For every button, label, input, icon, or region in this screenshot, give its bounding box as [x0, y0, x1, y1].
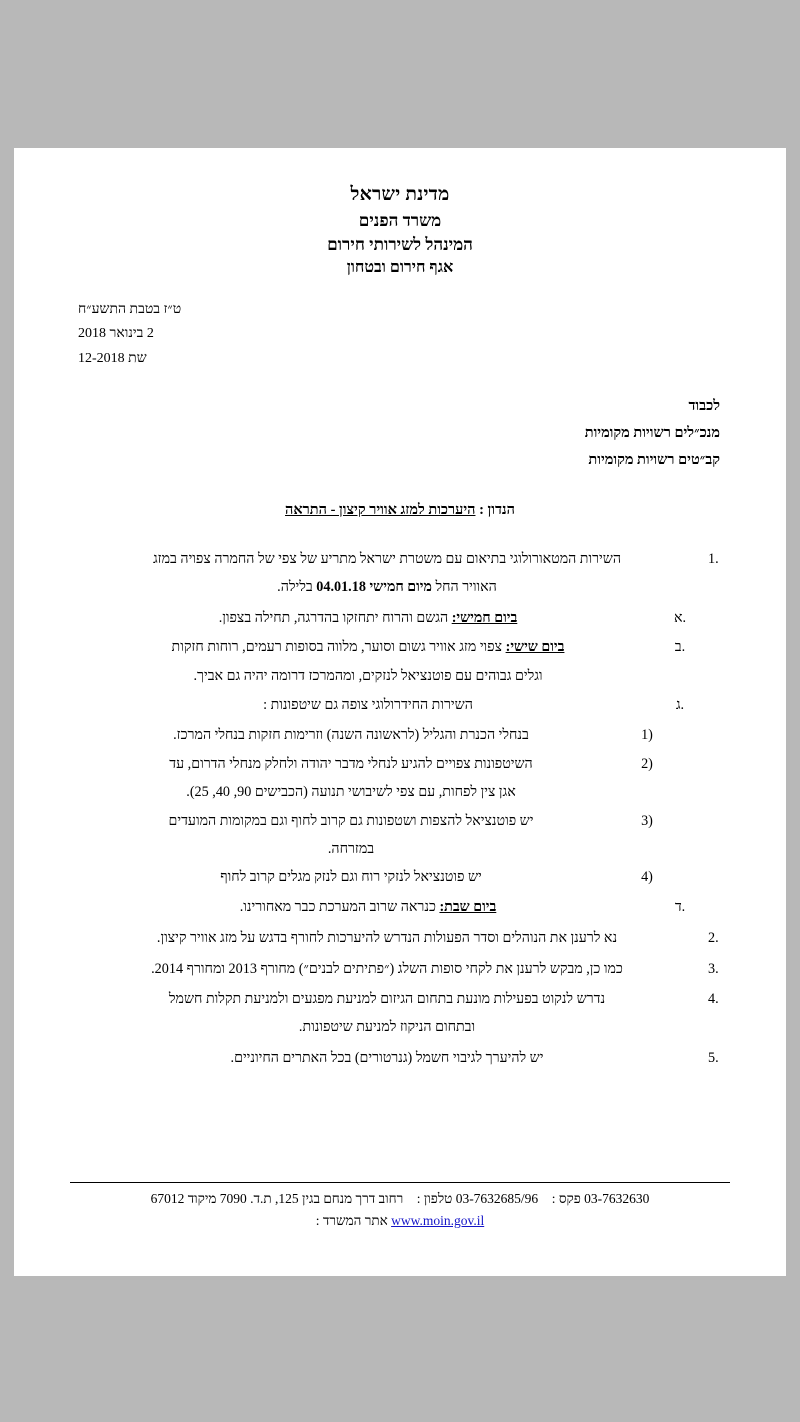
item-text-line-1: השיטפונות צפויים להגיע לנחלי מדבר יהודה ולחלק מנחלי הדרום, עד	[169, 755, 533, 772]
list-item	[70, 893, 690, 921]
item-marker: .ב	[674, 639, 686, 656]
page-footer	[70, 1182, 730, 1232]
item-marker: (2	[641, 755, 653, 772]
item-text-pre: האוויר החל	[431, 579, 497, 596]
footer-fax-label: פקס :	[551, 1190, 581, 1206]
document-body	[70, 545, 730, 1072]
item-content: נא לרענן את הנוהלים וסדר הפעולות הנדרש להיערכות לחורף בדגש על מזג אוויר קיצון.	[156, 930, 618, 947]
hebrew-date: ט״ז בטבת התשע״ח	[78, 301, 182, 317]
list-item	[70, 955, 730, 983]
list-item	[70, 807, 658, 864]
gregorian-date: 2 בינואר 2018	[78, 326, 154, 342]
date-block	[70, 298, 730, 372]
reference-number: שת 12-2018	[78, 350, 147, 366]
item-text-line-2: ובתחום הניקוז למניעת שיטפונות.	[298, 1019, 476, 1036]
list-item	[70, 721, 658, 749]
ministry-website-link[interactable]: www.moin.gov.il	[391, 1213, 485, 1229]
item-content	[70, 545, 704, 922]
recipient-line-2: קב״טים רשויות מקומיות	[588, 452, 720, 469]
item-text: צפוי מזג אוויר גשום וסוער, מלווה בסופות רעמים, רוחות חזקות	[171, 639, 506, 656]
list-item	[70, 1044, 730, 1072]
letterhead-line-3: המינהל לשירותי חירום	[327, 235, 473, 255]
item-text-line-2	[70, 573, 704, 601]
recipients-block	[70, 393, 730, 473]
item-marker: .2	[708, 930, 719, 947]
item-text: כנראה שרוב המערכת כבר מאחורינו.	[239, 898, 440, 915]
item-content	[70, 604, 666, 632]
footer-phone: 03-7632685/96	[455, 1190, 539, 1206]
item-content	[70, 985, 704, 1042]
item-content: יש להיערך לגיבוי חשמל (גנרטורים) בכל האתרים החיוניים.	[230, 1049, 544, 1066]
item-marker: .ג	[675, 696, 685, 713]
item-text-line-2: במזרחה.	[327, 840, 375, 857]
subject-line	[70, 502, 730, 519]
item-text: השירות החידרולוגי צופה גם שיטפונות :	[263, 696, 473, 713]
footer-site-label: אתר המשרד :	[315, 1213, 388, 1229]
item-label: ביום חמישי:	[451, 609, 518, 626]
subject-prefix: הנדון :	[479, 501, 515, 518]
item-text-line-2: אגן צין לפחות, עם צפי לשיבושי תנועה (הכבישים 90, 40, 25).	[186, 784, 516, 801]
letterhead-line-4: אגף חירום ובטחון	[346, 259, 454, 277]
list-item	[70, 633, 690, 690]
sub-list	[70, 604, 690, 921]
subject-text: היערכות למזג אוויר קיצון - התראה	[285, 501, 476, 518]
letterhead-line-1: מדינת ישראל	[350, 184, 450, 205]
item-marker: (3	[641, 812, 653, 829]
item-marker: .ד	[674, 898, 686, 915]
item-text-post: בלילה.	[277, 579, 317, 596]
item-content	[70, 633, 666, 690]
footer-address: רחוב דרך מנחם בגין 125, ת.ד. 7090 מיקוד 67012	[150, 1190, 404, 1206]
footer-fax: 03-7632630	[584, 1190, 650, 1206]
nested-list	[70, 721, 658, 891]
item-text-line-2: וגלים גבוהים עם פוטנציאל לנזקים, ומהמרכז דרומה יהיה גם אביך.	[193, 667, 543, 684]
item-content: יש פוטנציאל לנזקי רוח וגם לנזק מגלים קרוב לחוף	[220, 869, 482, 886]
list-item	[70, 863, 658, 891]
item-content	[70, 807, 632, 864]
list-item	[70, 985, 730, 1042]
item-content	[70, 893, 666, 921]
item-text-emphasis: מיום חמישי 04.01.18	[316, 579, 432, 596]
list-item	[70, 691, 690, 892]
item-marker: .א	[673, 609, 687, 626]
item-content	[70, 750, 632, 807]
item-marker: .3	[708, 960, 719, 977]
item-text-line-1	[70, 633, 666, 661]
footer-contact-line	[70, 1188, 730, 1210]
footer-site-line	[70, 1210, 730, 1232]
letterhead	[70, 182, 730, 280]
document-page	[14, 148, 786, 1276]
item-text-line-1: יש פוטנציאל להצפות ושטפונות גם קרוב לחוף וגם במקומות המועדים	[168, 812, 534, 829]
recipient-to-label: לכבוד	[688, 398, 720, 415]
footer-divider	[70, 1182, 730, 1183]
recipient-line-1: מנכ״לים רשויות מקומיות	[584, 425, 720, 442]
item-marker: .4	[708, 990, 719, 1007]
item-marker: (4	[641, 869, 653, 886]
list-item	[70, 924, 730, 952]
item-content: בנחלי הכנרת והגליל (לראשונה השנה) וזרימות חזקות בנחלי המרכז.	[173, 727, 529, 744]
item-text: הגשם והרוח יתחזקו בהדרגה, תחילה בצפון.	[218, 609, 452, 626]
item-text-line-1: נדרש לנקוט בפעילות מונעת בתחום הגיזום למניעת מפגעים ולמניעת תקלות חשמל	[168, 990, 606, 1007]
item-text-line-1: השירות המטאורולוגי בתיאום עם משטרת ישראל מתריע של צפי של החמרה צפויה במזג	[152, 550, 621, 567]
list-item	[70, 750, 658, 807]
letterhead-line-2: משרד הפנים	[358, 210, 442, 230]
list-item	[70, 545, 730, 922]
item-marker: .1	[708, 550, 719, 567]
item-label: ביום שבת:	[439, 898, 497, 915]
list-item	[70, 604, 690, 632]
item-marker: (1	[641, 727, 653, 744]
item-label: ביום שישי:	[505, 639, 565, 656]
item-content	[70, 691, 666, 892]
item-marker: .5	[708, 1049, 719, 1066]
item-content: כמו כן, מבקש לרענן את לקחי סופות השלג (״פתיתים לבנים״) מחורף 2013 ומחורף 2014.	[151, 960, 623, 977]
footer-phone-label: טלפון :	[416, 1190, 453, 1206]
